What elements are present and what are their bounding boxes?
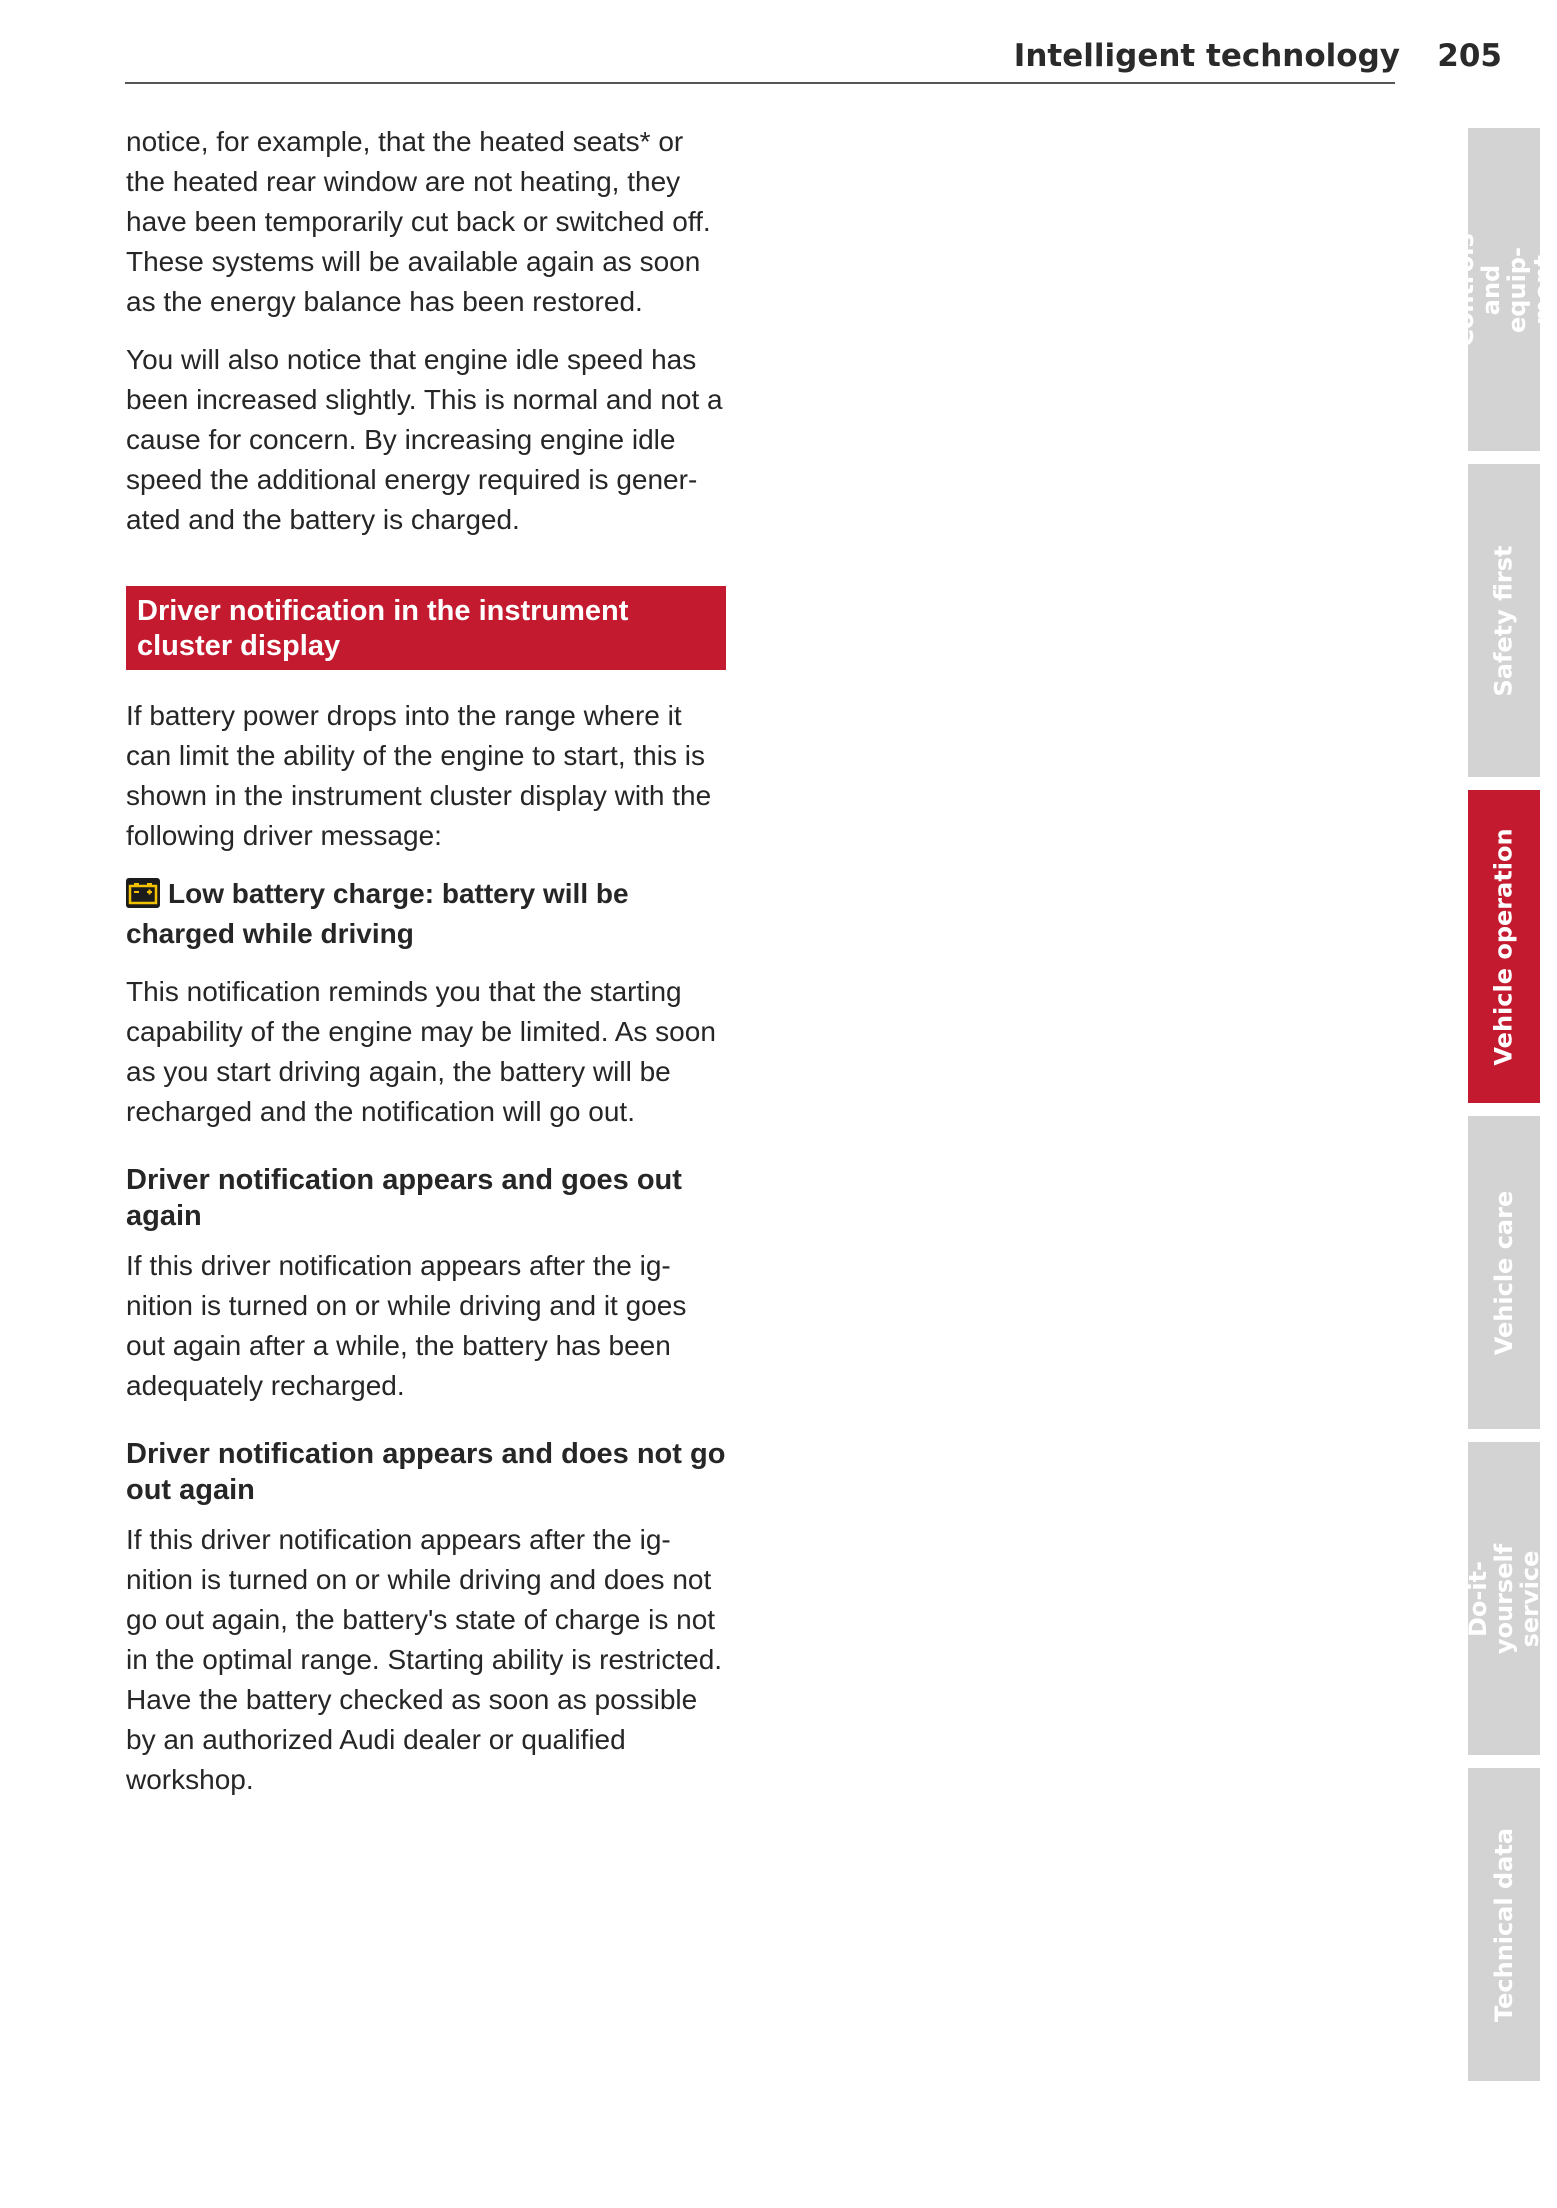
tab-label: Safety first — [1490, 544, 1518, 697]
section-heading: Driver notification in the instrument cluster display — [126, 586, 726, 670]
tab-safety-first[interactable] — [1468, 464, 1540, 777]
section-intro: If battery power drops into the range where it can limit the ability of the engine to start, this is shown in the instrument cluster display with the following driver message: — [126, 700, 712, 851]
body-paragraph: If this driver notification appears after the ig-nition is turned on or while driving and it goes out again after a while, the battery has been adequately recharged. — [126, 1250, 687, 1401]
main-column — [126, 122, 726, 1818]
warning-message-text: Low battery charge: battery will be charged while driving — [126, 878, 629, 949]
header-divider — [125, 82, 1395, 84]
subheading: Driver notification appears and goes out again — [126, 1164, 682, 1232]
tab-label: Vehicle operation — [1490, 827, 1518, 1066]
body-paragraph: notice, for example, that the heated seats* or the heated rear window are not heating, they have been temporarily cut back or switched off. These systems will be available again as soon as the energy balance has been restored. — [126, 126, 711, 317]
tab-controls-and-equipment[interactable] — [1451, 128, 1557, 451]
battery-icon — [126, 878, 160, 908]
body-paragraph: If this driver notification appears after the ig-nition is turned on or while driving and does not go out again, the battery's state of charge is not in the optimal range. Starting ability is restricted. Have the battery checked as soon as possible by an authorized Audi dealer or qualified workshop. — [126, 1524, 723, 1795]
warning-message — [126, 874, 726, 954]
tab-label: Vehicle care — [1490, 1190, 1519, 1355]
tab-label: Do-it-yourself service — [1464, 1543, 1545, 1654]
body-paragraph: You will also notice that engine idle speed has been increased slightly. This is normal and not a cause for concern. By increasing engine idle speed the additional energy required is gener-ated and the battery is charged. — [126, 344, 723, 535]
chapter-thumb-tabs — [1451, 128, 1557, 2088]
subheading: Driver notification appears and does not go out again — [126, 1438, 726, 1506]
tab-label: Controls and equip-ment — [1451, 232, 1557, 347]
warning-explanation: This notification reminds you that the starting capability of the engine may be limited. As soon as you start driving again, the battery will be recharged and the notification will go out. — [126, 976, 716, 1127]
tab-technical-data[interactable] — [1468, 1768, 1540, 2081]
tab-label: Technical data — [1490, 1827, 1519, 2022]
page-number: 205 — [1437, 38, 1502, 74]
tab-vehicle-care[interactable] — [1468, 1116, 1540, 1429]
tab-do-it-yourself-service[interactable] — [1464, 1442, 1545, 1755]
running-header-title: Intelligent technology — [1013, 38, 1400, 74]
tab-vehicle-operation[interactable] — [1468, 790, 1540, 1103]
